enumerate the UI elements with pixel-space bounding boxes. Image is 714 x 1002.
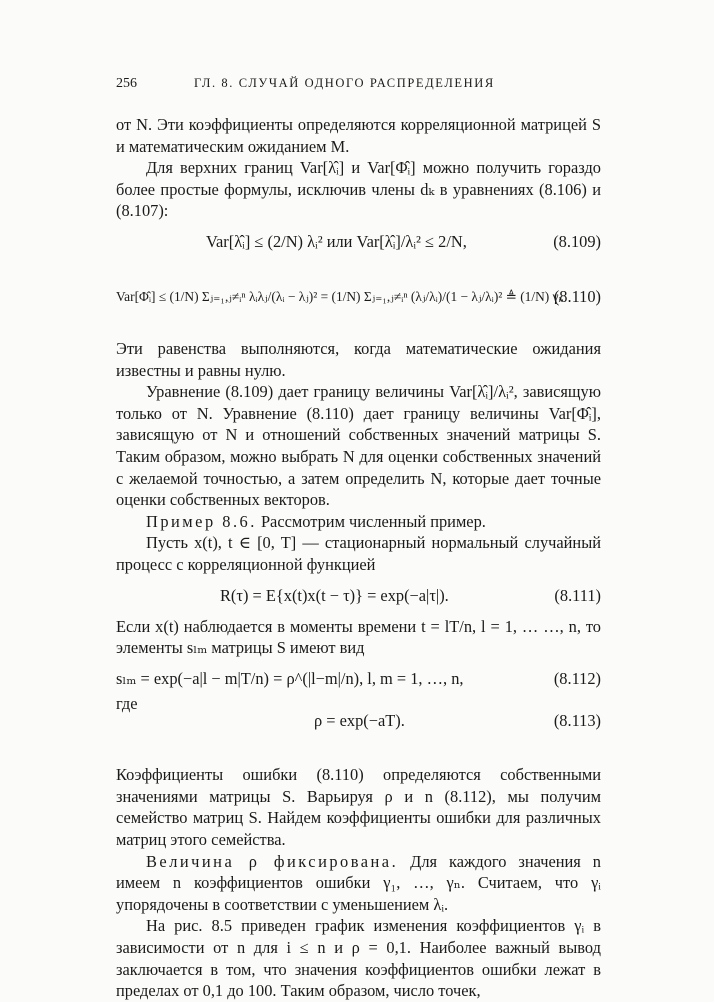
paragraph: где bbox=[116, 693, 138, 713]
equation-number: (8.109) bbox=[553, 231, 601, 251]
example-text: Рассмотрим численный пример. bbox=[256, 511, 486, 531]
equation-8-113 bbox=[116, 711, 601, 750]
equation-number: (8.111) bbox=[554, 585, 601, 605]
equation-number: (8.113) bbox=[553, 711, 601, 731]
equation-formula: Var[Φ̂ᵢ] ≤ (1/N) Σⱼ₌₁,ⱼ≠ᵢⁿ λᵢλⱼ/(λᵢ − λⱼ)² = (1/N) Σⱼ₌₁,ⱼ≠ᵢⁿ (λⱼ/λᵢ)/(1 − λⱼ/λᵢ)² ≜ (1/N) γᵢ. bbox=[116, 288, 565, 304]
equation-number: (8.112) bbox=[553, 668, 601, 688]
example-heading bbox=[116, 511, 601, 533]
paragraph: от N. Эти коэффициенты определяются корреляционной матрицей S и математическим ожиданием M. bbox=[116, 115, 601, 156]
page-body bbox=[116, 114, 601, 1002]
equation-formula: R(τ) = E{x(t)x(t − τ)} = exp(−a|τ|). bbox=[220, 585, 449, 605]
paragraph: Для верхних границ Var[λ̂ᵢ] и Var[Φ̂ᵢ] можно получить гораздо более простые формулы, исключив члены dₖ в уравнениях (8.106) и (8.107): bbox=[116, 158, 601, 221]
equation-8-111 bbox=[116, 580, 601, 612]
equation-formula: Var[λ̂ᵢ] ≤ (2/N) λᵢ² или Var[λ̂ᵢ]/λᵢ² ≤ 2/N, bbox=[206, 231, 467, 251]
paragraph: Уравнение (8.109) дает границу величины Var[λ̂ᵢ]/λᵢ², зависящую только от N. Уравнение (8.110) дает границу величины Var[Φ̂ᵢ], зависящую от N и отношений собственных значений матрицы S. Таким образом, можно выбрать N для оценки собственных значений с желаемой точностью, а затем определить N, которые дает точные оценки собственных векторов. bbox=[116, 382, 601, 510]
paragraph bbox=[116, 851, 601, 916]
paragraph: На рис. 8.5 приведен график изменения коэффициентов γᵢ в зависимости от n для i ≤ n и ρ = 0,1. Наиболее важный вывод заключается в том, что значения коэффициентов ошибки лежат в пределах от 0,1 до 100. Таким образом, число точек, bbox=[116, 916, 601, 1001]
paragraph-label: Величина ρ фиксирована. bbox=[146, 851, 399, 871]
equation-8-109 bbox=[116, 226, 601, 258]
paragraph: Пусть x(t), t ∈ [0, T] — стационарный нормальный случайный процесс с корреляционной функцией bbox=[116, 533, 601, 574]
paragraph: Если x(t) наблюдается в моменты времени t = lT/n, l = 1, … …, n, то элементы sₗₘ матрицы S имеют вид bbox=[116, 616, 601, 658]
page-number: 256 bbox=[116, 76, 137, 91]
equation-8-112 bbox=[116, 663, 601, 695]
paragraph: Эти равенства выполняются, когда математические ожидания известны и равны нулю. bbox=[116, 338, 601, 380]
example-label: Пример 8.6. bbox=[146, 511, 257, 531]
equation-formula: ρ = exp(−aT). bbox=[314, 711, 405, 731]
running-title: ГЛ. 8. СЛУЧАЙ ОДНОГО РАСПРЕДЕЛЕНИЯ bbox=[194, 76, 495, 90]
equation-formula: sₗₘ = exp(−a|l − m|T/n) = ρ^(|l−m|/n), l, m = 1, …, n, bbox=[116, 668, 464, 688]
paragraph-text: Для каждого значения n имеем n коэффициентов ошибки γ₁, …, γₙ. Считаем, что γᵢ упорядочены в соответствии с уменьшением λᵢ. bbox=[116, 851, 602, 914]
equation-number: (8.110) bbox=[553, 286, 601, 306]
paragraph: Коэффициенты ошибки (8.110) определяются собственными значениями матрицы S. Варьируя ρ и n (8.112), мы получим семейство матриц S. Найдем коэффициенты ошибки для различных матриц этого семейства. bbox=[116, 765, 601, 850]
equation-8-110 bbox=[116, 262, 601, 334]
